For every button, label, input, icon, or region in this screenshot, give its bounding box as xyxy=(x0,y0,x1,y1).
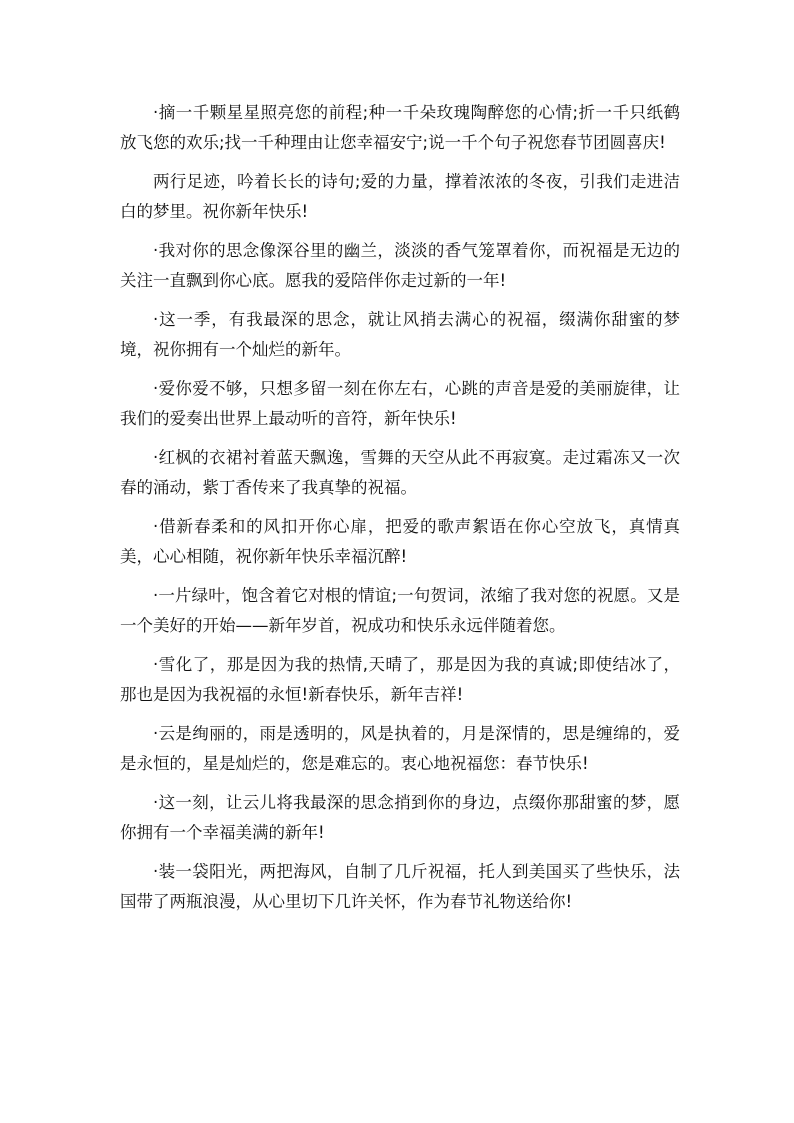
paragraph-2: 两行足迹，吟着长长的诗句;爱的力量，撑着浓浓的冬夜，引我们走进洁白的梦里。祝你新年快乐! xyxy=(120,172,680,221)
paragraph-3: ·我对你的思念像深谷里的幽兰，淡淡的香气笼罩着你，而祝福是无边的关注一直飘到你心底。愿我的爱陪伴你走过新的一年! xyxy=(120,241,680,290)
document-body xyxy=(120,98,680,926)
paragraph-1: ·摘一千颗星星照亮您的前程;种一千朵玫瑰陶醉您的心情;折一千只纸鹤放飞您的欢乐;找一千种理由让您幸福安宁;说一千个句子祝您春节团圆喜庆! xyxy=(120,103,680,152)
paragraph-7: ·借新春柔和的风扣开你心扉，把爱的歌声絮语在你心空放飞，真情真美，心心相随，祝你新年快乐幸福沉醉! xyxy=(120,517,680,566)
paragraph-9: ·雪化了，那是因为我的热情,天晴了，那是因为我的真诚;即使结冰了，那也是因为我祝福的永恒!新春快乐，新年吉祥! xyxy=(120,655,680,704)
paragraph-10: ·云是绚丽的，雨是透明的，风是执着的，月是深情的，思是缠绵的，爱是永恒的，星是灿烂的，您是难忘的。衷心地祝福您：春节快乐! xyxy=(120,724,680,773)
paragraph-6: ·红枫的衣裙衬着蓝天飘逸，雪舞的天空从此不再寂寞。走过霜冻又一次春的涌动，紫丁香传来了我真挚的祝福。 xyxy=(120,448,680,497)
paragraph-5: ·爱你爱不够，只想多留一刻在你左右，心跳的声音是爱的美丽旋律，让我们的爱奏出世界上最动听的音符，新年快乐! xyxy=(120,379,680,428)
paragraph-12: ·装一袋阳光，两把海风，自制了几斤祝福，托人到美国买了些快乐，法国带了两瓶浪漫，从心里切下几许关怀，作为春节礼物送给你! xyxy=(120,862,680,911)
paragraph-8: ·一片绿叶，饱含着它对根的情谊;一句贺词，浓缩了我对您的祝愿。又是一个美好的开始——新年岁首，祝成功和快乐永远伴随着您。 xyxy=(120,586,680,635)
paragraph-4: ·这一季，有我最深的思念，就让风捎去满心的祝福，缀满你甜蜜的梦境，祝你拥有一个灿烂的新年。 xyxy=(120,310,680,359)
paragraph-11: ·这一刻，让云儿将我最深的思念捎到你的身边，点缀你那甜蜜的梦，愿你拥有一个幸福美满的新年! xyxy=(120,793,680,842)
